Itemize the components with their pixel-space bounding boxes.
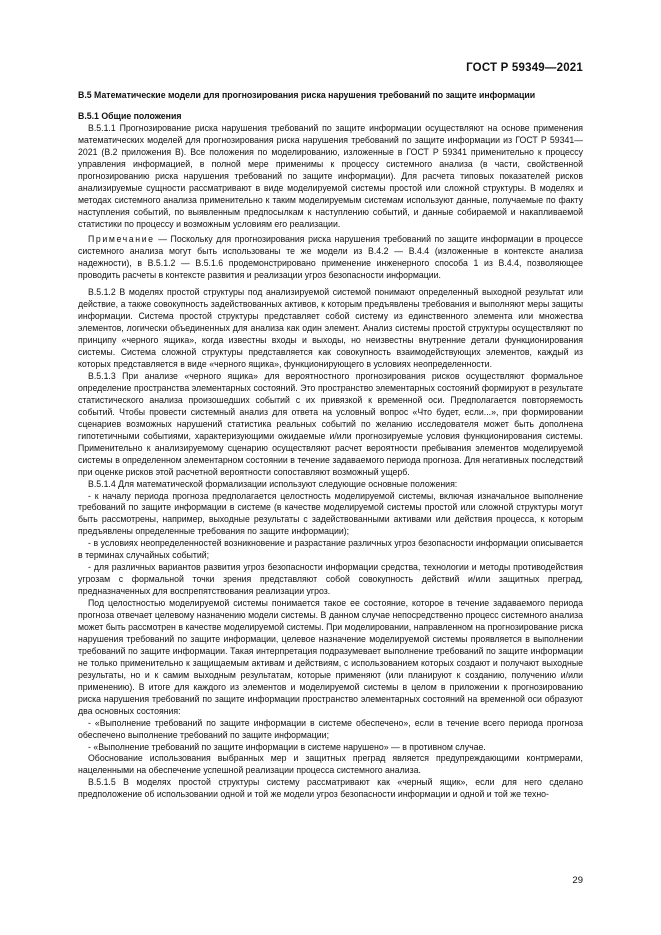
standard-id: ГОСТ Р 59349—2021 [466, 62, 583, 74]
list-item: - в условиях неопределенностей возникновение и разрастание различных угроз безопасности информации описывается в терминах случайных событий; [78, 538, 583, 561]
paragraph-5-1-4: B.5.1.4 Для математической формализации используют следующие основные положения: [88, 478, 458, 489]
paragraph-5-1-1: B.5.1.1 Прогнозирование риска нарушения требований по защите информации осуществляют на основе применения математических моделей для прогнозирования риска нарушения требований по защите информации из ГОСТ Р 59341—2021 (B.2 приложения B). Все положения по моделированию, изложенные в ГОСТ Р 59341 применительно к процессу управления информацией, в полной мере применимы к процессу системного анализа (в части, свойственной прогнозированию риска нарушения требований по защите информации). Для расчета типовых показателей рисков анализируемые сущности рассматривают в виде моделируемой системы простой или сложной структуры. B моделях и методах системного анализа применительно к таким моделируемым системам используют данные, получаемые по факту наступления событий, по выявленным предпосылкам к наступлению событий, и данные собираемой и накапливаемой статистики по процессу и возможным условиям его реализации. [78, 122, 583, 229]
body-text [78, 90, 583, 801]
section-title: B.5 Математические модели для прогнозирования риска нарушения требований по защите информации [78, 90, 536, 100]
note-label: Примечание [88, 234, 155, 245]
list-item: - для различных вариантов развития угроз безопасности информации средства, технологии и методы противодействия угрозам с формальной точки зрения представляют собой совокупность действий и/или защитных преград, предназначенных для воспрепятствования реализации угроз. [78, 562, 583, 597]
paragraph-5-1-5: B.5.1.5 B моделях простой структуры систему рассматривают как «черный ящик», если для него сделано предположение об использовании одной и той же модели угроз безопасности информации и одной и той же техно- [78, 777, 583, 800]
note [78, 234, 583, 282]
list-item: - «Выполнение требований по защите информации в системе обеспечено», если в течение всего периода прогноза обеспечено выполнение требований по защите информации; [78, 717, 583, 740]
note-text: — Поскольку для прогнозирования риска нарушения требований по защите информации в процессе системного анализа могут быть использованы те же модели из B.4.2 — B.4.4 (изложенные в контексте анализа надежности), в B.5.1.2 — B.5.1.6 продемонстрировано применение инженерного способа 1 из B.4.4, позволяющее проводить расчеты в контексте развития и реализации угроз безопасности информации. [78, 234, 583, 281]
paragraph-5-1-2: B.5.1.2 B моделях простой структуры под анализируемой системой понимают определенный выходной результат или действие, а также совокупность задействованных активов, к которым предъявлены требования и выполняют меры защиты информации. Система простой структуры представляет собой систему из единственного элемента или множества элементов, логически объединенных для анализа как один элемент. Анализ системы простой структуры осуществляют по принципу «черного ящика», когда известны входы и выходы, но неизвестны внутренние детали функционирования системы. Система сложной структуры представляется как совокупность взаимодействующих элементов, каждый из которых представляется в виде «черного ящика», функционирующего в условиях неопределенности. [78, 287, 583, 370]
list-item: - «Выполнение требований по защите информации в системе нарушено» — в противном случае. [88, 741, 486, 752]
paragraph-5-1-3: B.5.1.3 При анализе «черного ящика» для вероятностного прогнозирования рисков осуществляют формальное определение пространства элементарных состояний. Это пространство элементарных состояний формируют в результате статистического анализа произошедших событий с их привязкой к временной оси. Предполагается повторяемость событий. Чтобы провести системный анализ для ответа на условный вопрос «Что будет, если...», при формировании сценариев возможных нарушений статистика реальных событий по желанию исследователя может быть дополнена гипотетичными событиями, характеризующими ожидаемые и/или прогнозируемые условия функционирования системы. Применительно к анализируемому сценарию осуществляют расчет вероятности пребывания элементов моделируемой системы в определенном элементарном состоянии в течение задаваемого периода прогноза. Для негативных последствий при оценке рисков этой расчетной вероятности сопоставляют возможный ущерб. [78, 370, 583, 477]
subsection-title: B.5.1 Общие положения [78, 110, 182, 121]
list-item: - к началу периода прогноза предполагается целостность моделируемой системы, включая изначальное выполнение требований по защите информации в системе (в качестве моделируемой системы простой или сложной структуры могут быть рассмотрены, например, выходные результаты с задействованными активами или действия процесса, к которым предъявлены определенные требования по защите информации); [78, 490, 583, 537]
paragraph-justification: Обоснование использования выбранных мер и защитных преград является предупреждающими контрмерами, нацеленными на обеспечение успешной реализации процесса системного анализа. [78, 753, 583, 776]
page-number: 29 [572, 875, 583, 886]
paragraph-integrity: Под целостностью моделируемой системы понимается такое ее состояние, которое в течение задаваемого периода прогноза отвечает целевому назначению модели системы. B данном случае непосредственно процесс системного анализа может быть рассмотрен в качестве моделируемой системы. При моделировании, направленном на прогнозирование риска нарушения требований по защите информации, целевое назначение моделируемой системы проявляется в выполнении требований по защите информации. Такая интерпретация подразумевает выполнение требований по защите информации не только применительно к защищаемым активам и действиям, с использованием которых создают и получают выходные результаты, но и к самим выходным результатам, которые применяют (или планируют к созданию, получению и/или применению). B итоге для каждого из элементов и моделируемой системы в целом в приложении к прогнозированию риска нарушения требований по защите информации пространство элементарных состояний на временной оси образуют два основных состояния: [78, 598, 583, 716]
